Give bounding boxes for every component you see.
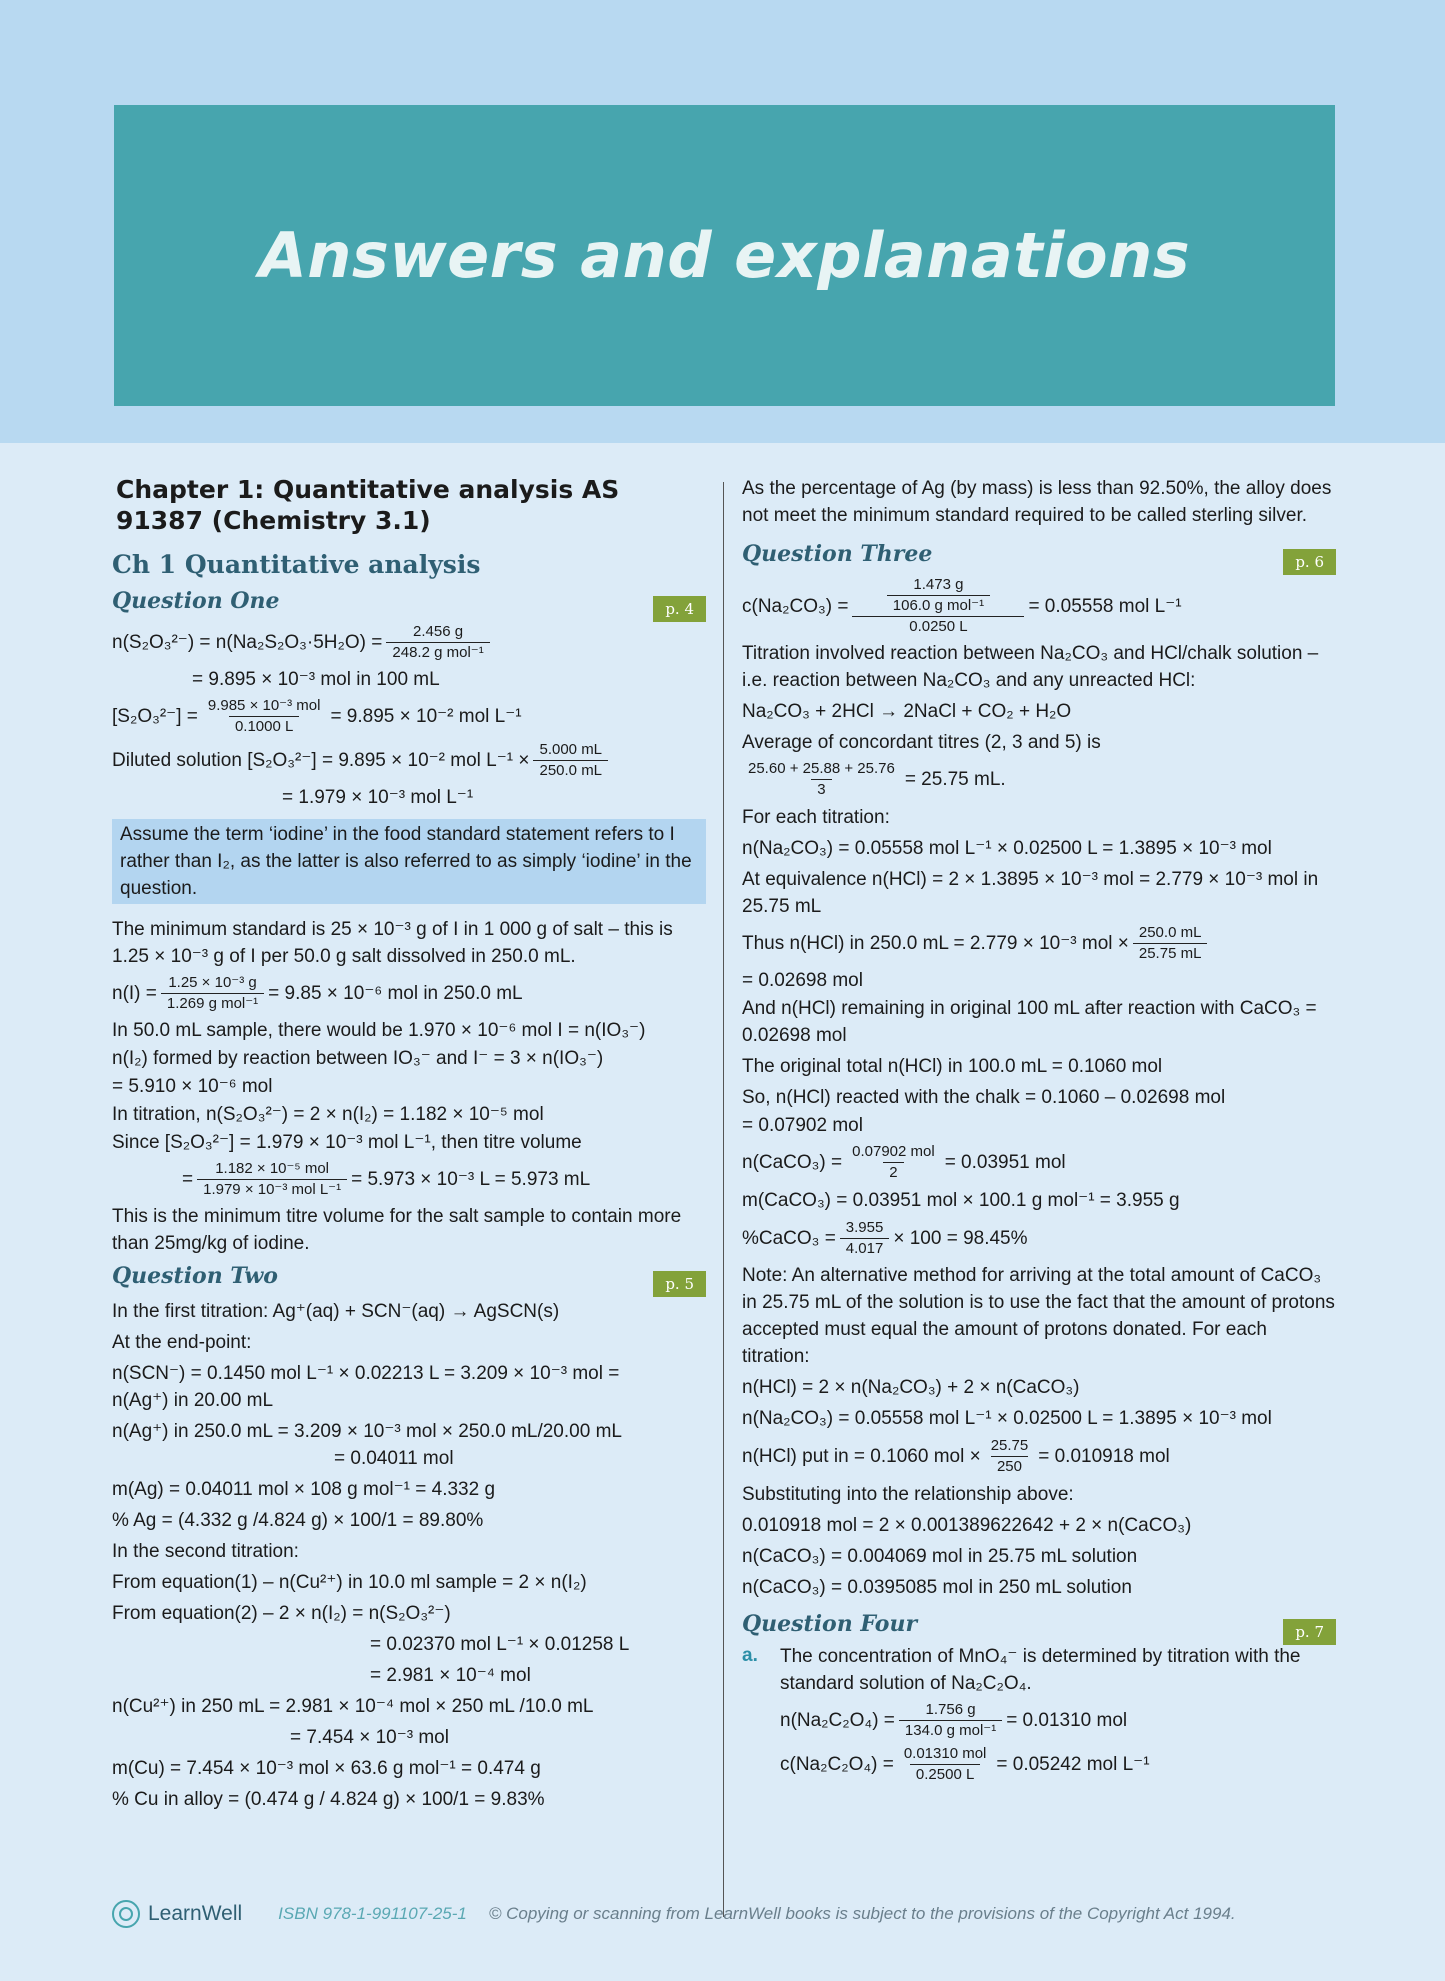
- equation-line: In the second titration:: [112, 1541, 299, 1562]
- equation-line: Substituting into the relationship above:: [742, 1484, 1074, 1505]
- eq-text: Diluted solution [S₂O₃²⁻] = 9.895 × 10⁻² mol L⁻¹ ×: [112, 750, 530, 771]
- numerator: 1.25 × 10⁻³ g: [168, 974, 257, 991]
- left-column: [112, 474, 706, 1817]
- denominator: 0.1000 L: [229, 716, 299, 737]
- denominator: 0.2500 L: [910, 1764, 980, 1785]
- equation-line: [742, 1142, 1336, 1183]
- equation-line: = 7.454 × 10⁻³ mol: [290, 1727, 449, 1748]
- equation-line: In the first titration: Ag⁺(aq) + SCN⁻(aq) → AgSCN(s): [112, 1301, 560, 1322]
- fraction: [846, 1142, 941, 1183]
- fraction: [1133, 923, 1208, 964]
- denominator: 3: [811, 779, 831, 800]
- equation-line: [112, 740, 706, 781]
- copyright-notice: © Copying or scanning from LearnWell books is subject to the provisions of the Copyright Act 1994.: [488, 1904, 1236, 1923]
- equation-line: n(SCN⁻) = 0.1450 mol L⁻¹ × 0.02213 L = 3.209 × 10⁻³ mol =: [112, 1363, 620, 1384]
- equation-line: [112, 696, 706, 737]
- equation-line: [742, 1218, 1336, 1259]
- numerator: 9.985 × 10⁻³ mol: [207, 697, 321, 714]
- numerator: 25.60 + 25.88 + 25.76: [748, 760, 895, 777]
- equation-line: From equation(1) – n(Cu²⁺) in 10.0 ml sample = 2 × n(I₂): [112, 1572, 587, 1593]
- denominator: 106.0 g mol⁻¹: [887, 595, 990, 616]
- learnwell-logo: [112, 1900, 242, 1928]
- equation-line: n(Ag⁺) in 250.0 mL = 3.209 × 10⁻³ mol × 250.0 mL/20.00 mL: [112, 1421, 622, 1442]
- title-banner: [114, 105, 1335, 406]
- equation-line: [742, 575, 1336, 637]
- eq-text: %CaCO₃ =: [742, 1228, 836, 1249]
- equation-line: n(I₂) formed by reaction between IO₃⁻ and I⁻ = 3 × n(IO₃⁻): [112, 1048, 604, 1069]
- numerator: 1.473 g: [913, 576, 964, 593]
- equation-line: n(Cu²⁺) in 250 mL = 2.981 × 10⁻⁴ mol × 250 mL /10.0 mL: [112, 1696, 594, 1717]
- equation-line: n(CaCO₃) = 0.004069 mol in 25.75 mL solution: [742, 1546, 1138, 1567]
- equation-line: = 0.02370 mol L⁻¹ × 0.01258 L: [370, 1634, 630, 1655]
- fraction: [202, 696, 327, 737]
- equation-line: = 0.07902 mol: [742, 1115, 863, 1136]
- equation-line: = 0.02698 mol: [742, 970, 863, 991]
- eq-text: c(Na₂C₂O₄) =: [780, 1754, 894, 1775]
- equation-line: = 2.981 × 10⁻⁴ mol: [370, 1665, 531, 1686]
- paragraph: The minimum standard is 25 × 10⁻³ g of I in 1 000 g of salt – this is 1.25 × 10⁻³ g of I per 50.0 g salt dissolved in 250.0 mL.: [112, 919, 673, 967]
- equation-line: [742, 1436, 1336, 1477]
- numerator: 0.07902 mol: [852, 1143, 935, 1160]
- equation-line: [112, 973, 706, 1014]
- eq-text: = 0.05558 mol L⁻¹: [1028, 595, 1182, 617]
- page-title: Answers and explanations: [258, 219, 1191, 292]
- page-tag-p7: p. 7: [1283, 1619, 1336, 1645]
- inner-fraction: [887, 575, 990, 616]
- eq-text: n(CaCO₃) =: [742, 1152, 843, 1173]
- column-divider: [723, 482, 724, 1917]
- equation-line: For each titration:: [742, 807, 890, 828]
- denominator: 250.0 mL: [533, 760, 608, 781]
- question-three-header: [742, 539, 1336, 572]
- equation-line: % Cu in alloy = (0.474 g / 4.824 g) × 100/1 = 9.83%: [112, 1789, 545, 1810]
- equation-line: n(Na₂CO₃) = 0.05558 mol L⁻¹ × 0.02500 L = 1.3895 × 10⁻³ mol: [742, 1408, 1272, 1429]
- item-body: [780, 1642, 1336, 1788]
- question-four-title: Question Four: [742, 1611, 918, 1637]
- denominator: 250: [991, 1456, 1028, 1477]
- eq-text: = 0.010918 mol: [1038, 1446, 1170, 1467]
- fraction: [386, 622, 489, 663]
- equation-line: = 9.895 × 10⁻³ mol in 100 mL: [192, 669, 440, 690]
- equation-line: m(Cu) = 7.454 × 10⁻³ mol × 63.6 g mol⁻¹ = 0.474 g: [112, 1758, 541, 1779]
- equation-line: % Ag = (4.332 g /4.824 g) × 100/1 = 89.80%: [112, 1510, 484, 1531]
- eq-text: =: [182, 1169, 194, 1190]
- isbn: ISBN 978-1-991107-25-1: [278, 1904, 467, 1923]
- eq-text: n(Na₂C₂O₄) =: [780, 1710, 895, 1731]
- equation-line: 0.010918 mol = 2 × 0.001389622642 + 2 × n(CaCO₃): [742, 1515, 1192, 1536]
- page-tag-p6: p. 6: [1283, 549, 1336, 575]
- equation-line: Since [S₂O₃²⁻] = 1.979 × 10⁻³ mol L⁻¹, then titre volume: [112, 1132, 582, 1153]
- right-column: [742, 474, 1336, 1788]
- denominator: 4.017: [840, 1238, 890, 1259]
- equation-line: m(CaCO₃) = 0.03951 mol × 100.1 g mol⁻¹ = 3.955 g: [742, 1190, 1180, 1211]
- equation-line: The original total n(HCl) in 100.0 mL = 0.1060 mol: [742, 1056, 1163, 1077]
- equation-line: [112, 1159, 706, 1200]
- eq-text: = 0.05242 mol L⁻¹: [996, 1754, 1150, 1775]
- paragraph: Titration involved reaction between Na₂CO₃ and HCl/chalk solution – i.e. reaction between Na₂CO₃ and any unreacted HCl:: [742, 643, 1319, 691]
- chapter-title: Chapter 1: Quantitative analysis AS 91387 (Chemistry 3.1): [116, 475, 620, 535]
- eq-text: = 9.85 × 10⁻⁶ mol in 250.0 mL: [268, 983, 523, 1004]
- eq-text: n(HCl) put in = 0.1060 mol ×: [742, 1446, 981, 1467]
- eq-text: [S₂O₃²⁻] =: [112, 706, 198, 727]
- page-tag-p4: p. 4: [653, 596, 706, 622]
- question-four-header: [742, 1609, 1336, 1642]
- denominator: 1.269 g mol⁻¹: [161, 993, 264, 1014]
- equation-line: n(HCl) = 2 × n(Na₂CO₃) + 2 × n(CaCO₃): [742, 1377, 1080, 1398]
- footer: [112, 1900, 1335, 1928]
- question-three-title: Question Three: [742, 541, 933, 567]
- swirl-icon: [112, 1900, 140, 1928]
- numerator: 0.01310 mol: [903, 1745, 987, 1762]
- equation-line: = 0.04011 mol: [334, 1448, 454, 1469]
- item-label: a.: [742, 1645, 758, 1666]
- equation-line: Na₂CO₃ + 2HCl → 2NaCl + CO₂ + H₂O: [742, 701, 1072, 722]
- numerator: 1.182 × 10⁻⁵ mol: [215, 1160, 329, 1177]
- eq-text: = 0.01310 mol: [1006, 1710, 1128, 1731]
- paragraph: This is the minimum titre volume for the salt sample to contain more than 25mg/kg of iodine.: [112, 1206, 682, 1254]
- paragraph: The concentration of MnO₄⁻ is determined by titration with the standard solution of Na₂C₂O₄.: [780, 1646, 1301, 1694]
- equation-line: At the end-point:: [112, 1332, 252, 1353]
- fraction: [533, 740, 608, 781]
- denominator: 248.2 g mol⁻¹: [386, 642, 489, 663]
- numerator: 250.0 mL: [1138, 924, 1202, 941]
- equation-line: = 5.910 × 10⁻⁶ mol: [112, 1076, 273, 1097]
- equation-line: Average of concordant titres (2, 3 and 5) is: [742, 732, 1101, 753]
- numerator: 5.000 mL: [539, 741, 603, 758]
- section-title: Ch 1 Quantitative analysis: [112, 550, 481, 579]
- numerator: 1.756 g: [925, 1701, 976, 1718]
- question-two-header: [112, 1261, 706, 1294]
- fraction: [985, 1436, 1035, 1477]
- equation-line: n(CaCO₃) = 0.0395085 mol in 250 mL solution: [742, 1577, 1132, 1598]
- fraction: [840, 1218, 890, 1259]
- denominator: 0.0250 L: [852, 616, 1024, 637]
- eq-text: = 25.75 mL.: [904, 769, 1006, 790]
- equation-line: In 50.0 mL sample, there would be 1.970 × 10⁻⁶ mol I = n(IO₃⁻): [112, 1020, 646, 1041]
- eq-text: × 100 = 98.45%: [893, 1228, 1028, 1249]
- equation-line: n(Na₂CO₃) = 0.05558 mol L⁻¹ × 0.02500 L = 1.3895 × 10⁻³ mol: [742, 838, 1272, 859]
- equation-line: m(Ag) = 0.04011 mol × 108 g mol⁻¹ = 4.332 g: [112, 1479, 496, 1500]
- fraction: [898, 1744, 993, 1785]
- denominator: 25.75 mL: [1133, 943, 1208, 964]
- equation-line: [742, 923, 1336, 964]
- compound-fraction: [852, 575, 1024, 637]
- numerator: 25.75: [990, 1437, 1029, 1454]
- eq-text: n(S₂O₃²⁻) = n(Na₂S₂O₃·5H₂O) =: [112, 632, 383, 653]
- eq-text: = 5.973 × 10⁻³ L = 5.973 mL: [351, 1169, 591, 1190]
- equation-line: In titration, n(S₂O₃²⁻) = 2 × n(I₂) = 1.182 × 10⁻⁵ mol: [112, 1104, 544, 1125]
- fraction: [899, 1700, 1002, 1741]
- answer-item-a: [742, 1642, 1336, 1788]
- fraction: [197, 1159, 347, 1200]
- fraction: [161, 973, 264, 1014]
- question-one-header: [112, 586, 706, 619]
- equation-line: = 1.979 × 10⁻³ mol L⁻¹: [282, 787, 474, 808]
- numerator: 2.456 g: [413, 623, 464, 640]
- eq-text: c(Na₂CO₃) =: [742, 595, 849, 617]
- eq-text: n(I) =: [112, 983, 157, 1004]
- numerator: [881, 575, 996, 616]
- page-tag-p5: p. 5: [653, 1271, 706, 1297]
- denominator: 2: [883, 1162, 903, 1183]
- eq-text: = 0.03951 mol: [944, 1152, 1066, 1173]
- question-two-title: Question Two: [112, 1263, 278, 1289]
- equation-line: n(Ag⁺) in 20.00 mL: [112, 1390, 274, 1411]
- equation-line: So, n(HCl) reacted with the chalk = 0.1060 – 0.02698 mol: [742, 1087, 1226, 1108]
- paragraph: As the percentage of Ag (by mass) is less than 92.50%, the alloy does not meet the minimum standard required to be called sterling silver.: [742, 478, 1332, 526]
- fraction: [742, 759, 901, 800]
- paragraph: And n(HCl) remaining in original 100 mL after reaction with CaCO₃ = 0.02698 mol: [742, 998, 1317, 1046]
- equation-line: [742, 759, 1336, 800]
- denominator: 134.0 g mol⁻¹: [899, 1720, 1002, 1741]
- paragraph: Note: An alternative method for arriving at the total amount of CaCO₃ in 25.75 mL of the solution is to use the fact that the amount of protons accepted must equal the amount of protons donated. For each titration:: [742, 1265, 1335, 1367]
- logo-text: LearnWell: [148, 1902, 243, 1925]
- denominator: 1.979 × 10⁻³ mol L⁻¹: [197, 1179, 347, 1200]
- note-box: Assume the term ‘iodine’ in the food standard statement refers to I rather than I₂, as the latter is also referred to as simply ‘iodine’ in the question.: [112, 819, 706, 904]
- numerator: 3.955: [845, 1219, 884, 1236]
- equation-line: [112, 622, 706, 663]
- eq-text: Thus n(HCl) in 250.0 mL = 2.779 × 10⁻³ mol ×: [742, 933, 1129, 954]
- equation-line: From equation(2) – 2 × n(I₂) = n(S₂O₃²⁻): [112, 1603, 451, 1624]
- eq-text: = 9.895 × 10⁻² mol L⁻¹: [330, 706, 522, 727]
- paragraph: At equivalence n(HCl) = 2 × 1.3895 × 10⁻³ mol = 2.779 × 10⁻³ mol in 25.75 mL: [742, 869, 1319, 917]
- equation-line: [780, 1700, 1336, 1741]
- equation-line: [780, 1744, 1336, 1785]
- question-one-title: Question One: [112, 588, 280, 614]
